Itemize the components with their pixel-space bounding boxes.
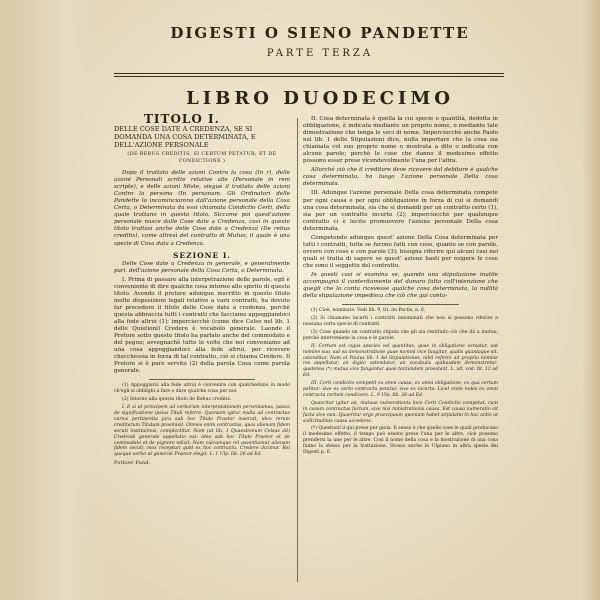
- paragraph-2: II. Cosa determinata è quella la cui specie o quantità, dedotta in obbligazione, è indicata mediante un proprio nome, o mediante tale dimostrazione che tenga le veci di nome. Imperciocchè anche Paolo nel lib. 1 delle Stipulazioni dice, nulla importare che la cosa sia chiamata col suo proprio nome o mostrata a dito o indicata con alcune parole; perchè le cose che danno il medesimo effetto possono esser prese vicendevolmente l'una per l'altra.: [303, 116, 498, 165]
- book-title: LIBRO DUODECIMO: [186, 88, 454, 109]
- part-label: PARTE TERZA: [266, 48, 374, 59]
- latin-note-2: III. Certi condictio competit ex omni causa, ex omni obligatione, ex qua certum petitur: sive ex certo contractu petatur, sive ex incerto. Licet enim nobis ex omni contractu certum condicere. L. 9 Ulp. lib. 26 ad Ed.: [303, 381, 498, 398]
- footnote-rule-right: [342, 304, 459, 305]
- paragraph-4: Competendo adunque quest' azione Della Cosa determinata per tutti i contratti, tutte se furono fatti con cose, quanto se con parole, ovvero con cose e con parole (3); bisogna riferire qui alcuni casi nei quali si tratta di sapere se quest' azione basti per esigere le cose che sono il soggetto del contratto.: [303, 234, 498, 269]
- titolo-heading: TITOLO I.: [144, 112, 220, 126]
- footnote-r3: (3) Cose quando un contratto stipula che gli sia restituito ciò che dà a mutuo; perchè interveniene la cosa e le parole.: [303, 329, 498, 341]
- latin-note-1: II. Certum est cujus species vel quantitas, quae in obligatione versatur, aut nomine suo, aut ea demonstratione quae nomini vice fungitur, qualis quantaque sit, ostenditur. Nam et Paulus lib. 1 Ad Stipulationes, nihil referre ait proprio nomine res appellatur, an digito ostendatur, an vocabulis quibusdam demonstretur; quatenus (*) mutua vice fungantur quae tantundem praestant. L. ult. cod. tit. 12 ad Ed.: [303, 343, 499, 379]
- footnote-r4: (*) Questioni il qui prese per gioia. Il senso è che quelle cose le quali producono il medesimo effetto, il tempo può essere prese l'una per le altre, cioè possono prendersi la une per le altre. Così il nome della cosa e la mostrazione di una cosa fanno la stessa per la trattazione. Stosso anche in Ulpiano in altra spezie dei Digesti p. 6.: [303, 426, 498, 456]
- section-subject: Delle Cose date a Credenza in generale, e generalmente parl. dell'azione personale della Cosa Certa, o Determinata.: [114, 260, 290, 274]
- page-header: [100, 24, 540, 59]
- section-heading: SEZIONE I.: [173, 250, 231, 260]
- double-rule: [114, 73, 504, 77]
- footnote-r1: (1) Cioè, nominato. Vedi lib. 9, tit. de Pactis, n. 6.: [311, 308, 426, 314]
- left-column: [114, 112, 290, 467]
- footnote-r2: (2) Si chiamano incerti i contratti innominati che non si possono riferire a nessuna certa specie di contratti.: [303, 316, 498, 327]
- footnote-2: (2) Intorno alla questa titolo de Rebus creditis.: [122, 397, 232, 403]
- footnote-rule: [149, 379, 255, 380]
- latin-title: (DE REBUS CREDITIS, SI CERTUM PETATUR; ET DE CONDICTIONE ): [127, 152, 277, 164]
- intro-paragraph: Dopo il trattato delle azioni Contro la cosa (In r), delle azioni Personali scritte relative alle (Personale in rem scripte), e delle azioni Miste, siegue il trattato delle azioni Contro la persona (In personam. Gli Ordinatori delle Pandette lo incominciarono dall'azione personale della Cosa Certa, o Determinata da essi chiamata Condictio Certi, della quale trattano in questo titolo. Siccome poi quest'azione personale nasce dalle Cose date a Credenza, così in questo titolo trattasi anche delle Cose date a Credenza (De rebus creditis), come altresì del contratto di Mutuo, il quale è una spezie di Cosa data a Credenza.: [114, 170, 290, 247]
- title-subject: DELLE COSE DATE A CREDENZA, SE SI DOMANDA UNA COSA DETERMINATA, E DELL'AZIONE PERSONALE: [114, 125, 256, 150]
- page-gutter-shadow: [0, 0, 108, 600]
- rule-statement-2: In questi casi si esamina se, quando una stipulazione inutile accompagnò il conteritamento del danaro fatto coll'intenzione che quegli che lo conta ricevesse qualche cosa determinata, la nullità della stipulazione impedisca che ciò che qui conta-: [303, 271, 498, 300]
- right-column: [303, 116, 498, 458]
- page-edge-shadow: [582, 0, 600, 600]
- paragraph-3: III. Adunque l'azione personale Della cosa determinata compete per ogni causa e per ogni obbligazione in forza di cui si domandi una cosa determinata, sia che si domandi per un contratto certo (1), sia per un contratto incerto (2); imperciocchè per qualunque contratto ci è lecito promuovere l'azione personale Della cosa determinata.: [303, 190, 498, 232]
- running-title: DIGESTI O SIENO PANDETTE: [170, 24, 470, 42]
- latin-footnote: I. E si ut principem ad verborum interpretationem perveniamus, pauca de significatione ipsius Tituli referre. Quoniam igitur multa ad contractus varios pertinentia jura sub hoc Titulo Praetor inseruit, ideo rerum creditarum Titulum praemisit. Omnes enim contractus, quos alienam fidem secuti instituimus, complectitur. Nam (ut lib. 1 Quaestionum Celsus ait) Credendi generale appellatio est: ideo sub hoc Titulo Praetor et de commodato et de pignore edixit. Nam cuicumque rei assentiamur alienam fidem secuti, mox recepturi quid ex hoc contractu, Credere dicimur. Rei quoque verbo ut generali Praetor elegit. L. 1 Ulp. lib. 26 ad Ed.: [114, 405, 290, 458]
- column-divider: [297, 118, 298, 582]
- rule-statement-1: Allorchè ciò che il creditore deve ricevere dal debitore è qualche cosa determinata, ha luogo l'azione personale Della cosa determinata.: [303, 167, 498, 188]
- page-signature: Pothier Pand.: [114, 461, 151, 467]
- latin-note-3: Quaeritur igitur an, mutuae numerationis loco Certi Condictio competat, cum in casum contractus factum, sive nisi ministrationis causa. Est causa numeratio sit facta sive non. Quaeritur ergo praecipuum quoniam habet stipulatio in hac actio ut sollicitudinis causa accedens.: [303, 400, 498, 424]
- paragraph-1: I. Prima di passare alla interpetrazione delle parole, egli è conveniente di dire qualche cosa intorno allo spirito di questo titolo. Avendo il pretore adunque inscritto in questo titolo molte disposizioni legali relative a varii contratti, ha dovuto far precedere il titolo delle Cose date a credenza, perchè questa abbraccia tutti i contratti che facciamo appoggiandoci alla fede altrui (1); imperciocchè (come dice Celso nel lib. 1 delle Quistioni) Credere è vocabolo generale. Laonde il Pretore sotto questo titolo ha parlato anche del commodato e del pegno; avvegnachè tutte le volte che noi conveniamo ad una cosa appoggiandoci alla fede altrui, per ricevere checchessia in forza di tal contratto, ciò si chiama Credere. Il Pretore si è pure servito (2) della parola Cosa come parola generale.: [114, 276, 290, 375]
- footnote-1: (1) Appoggiarsi alla fede altrui è convenire con qualcheduno in modo ch'egli si obblighi a fare o dare qualche cosa per noi.: [114, 383, 290, 395]
